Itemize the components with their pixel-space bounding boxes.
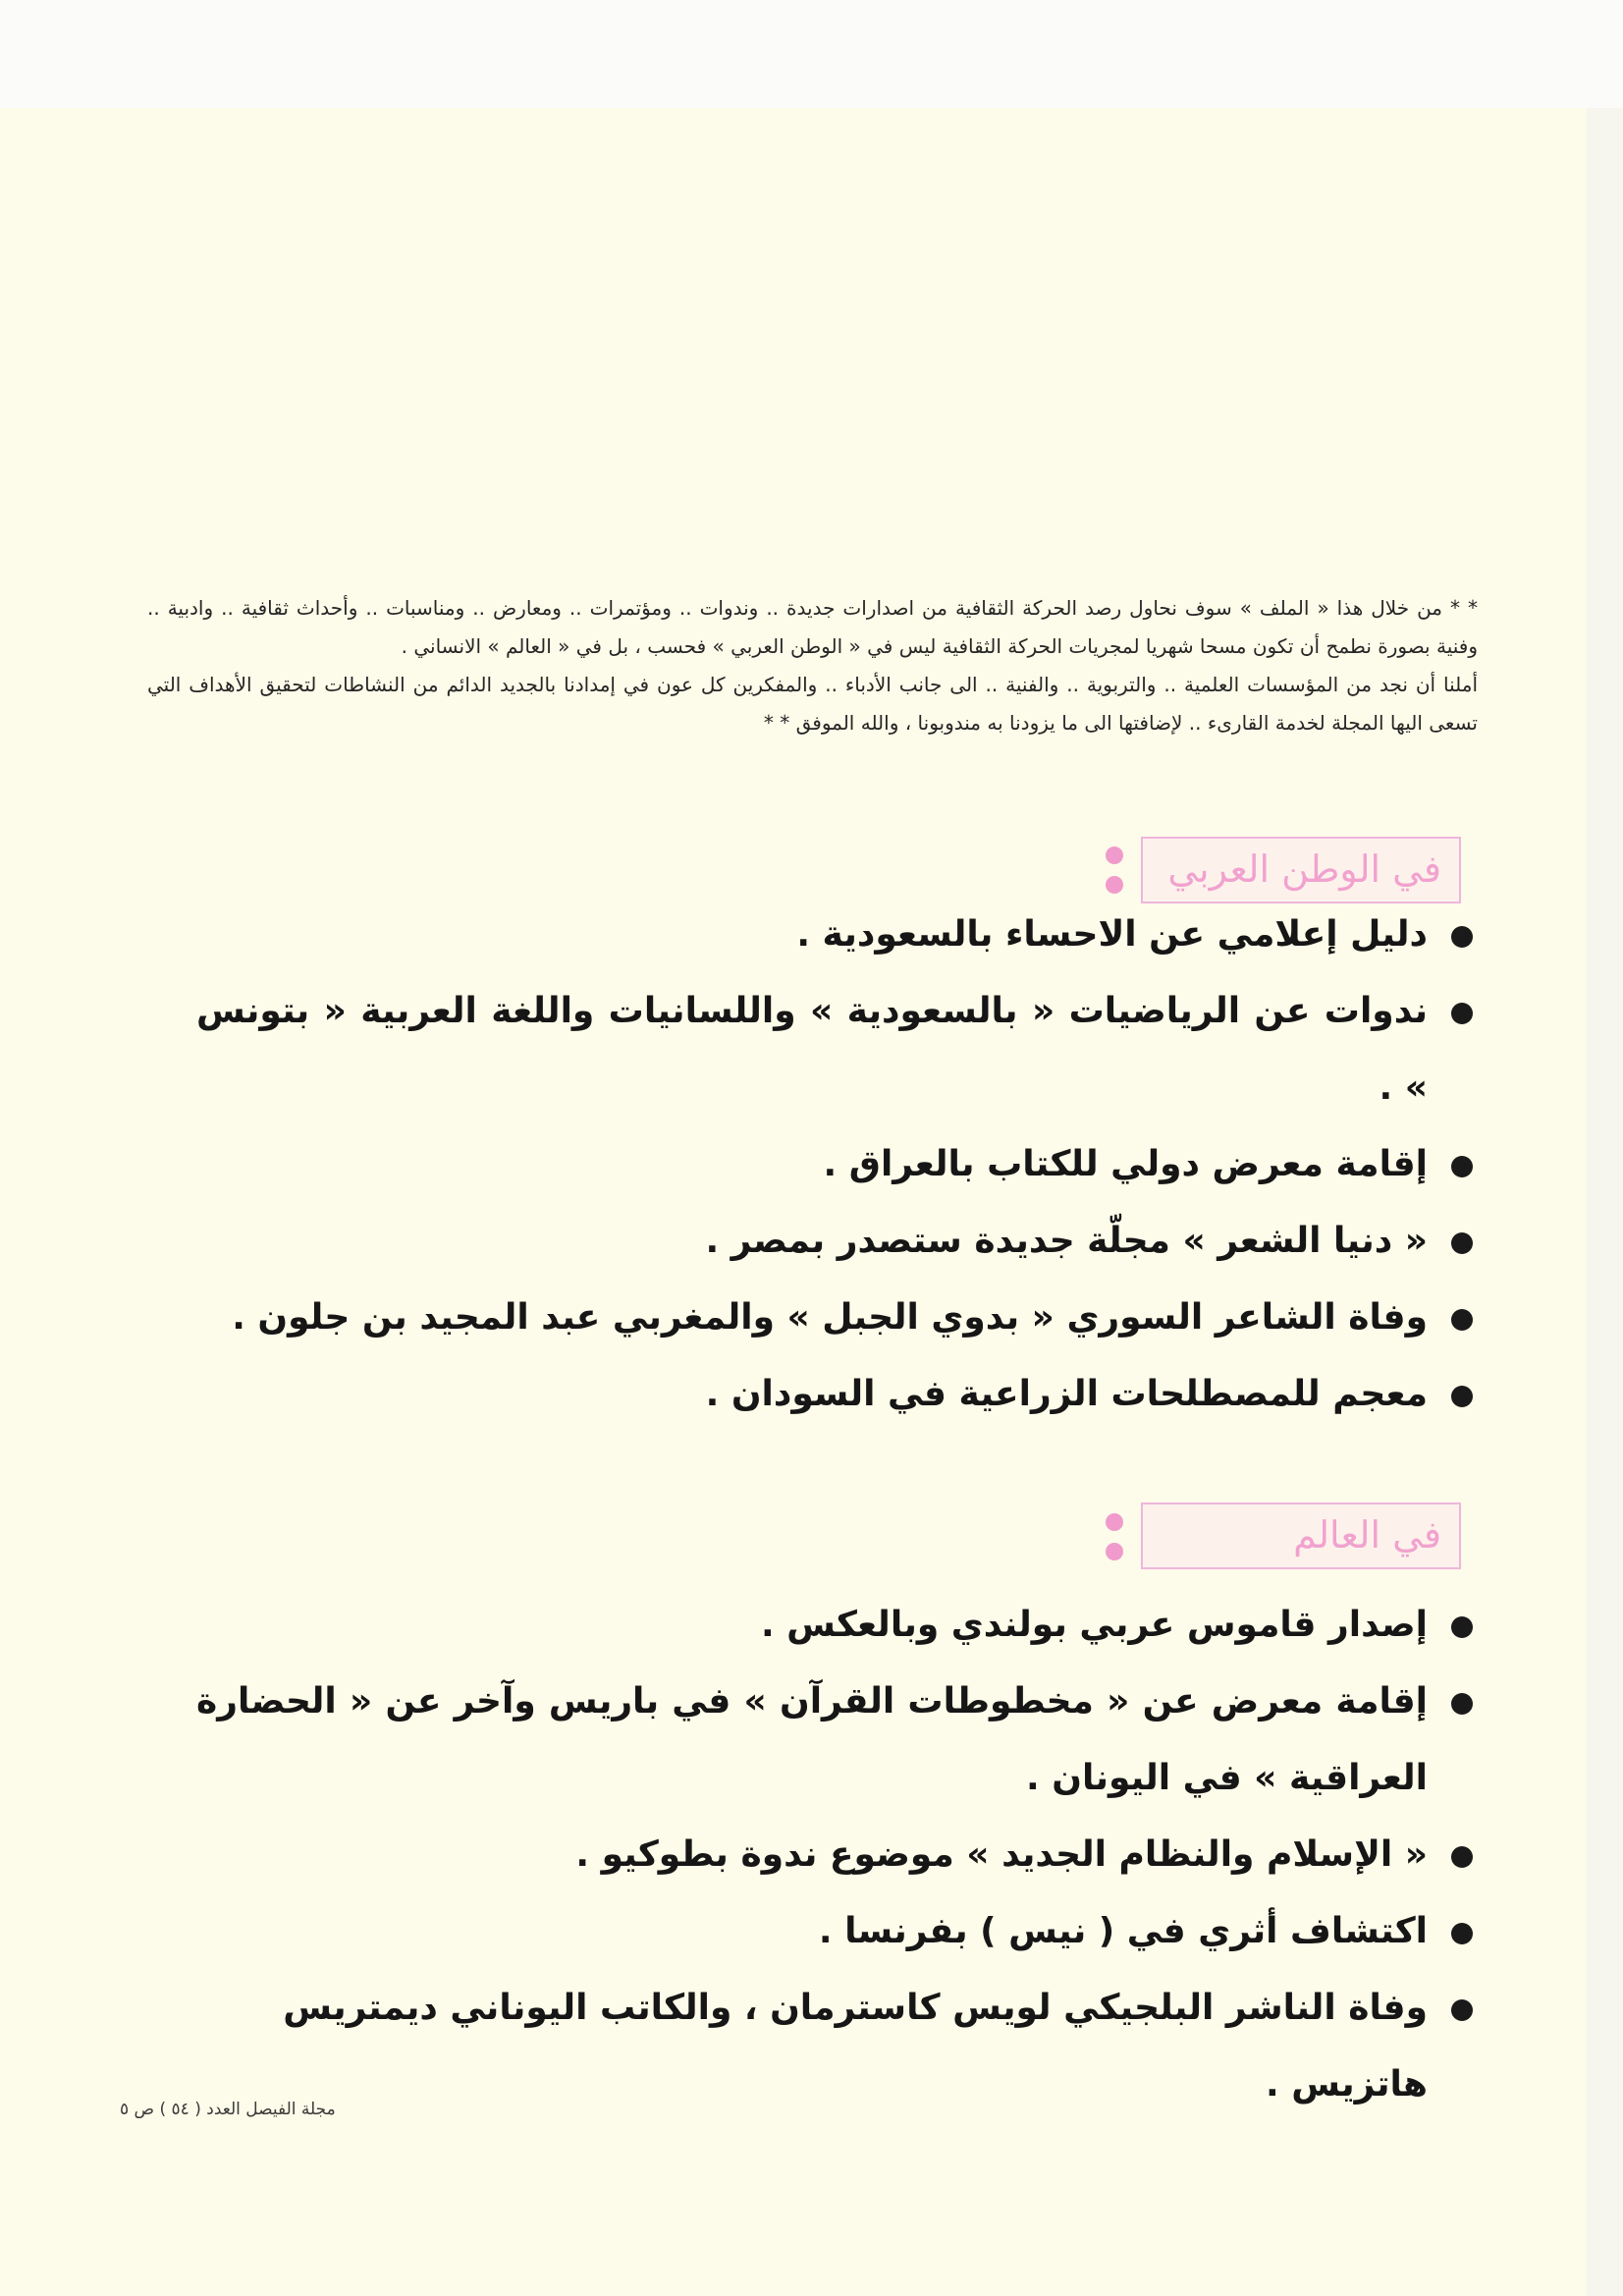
list-item-text: إقامة معرض عن « مخطوطات القرآن » في باريس وآخر عن « الحضارة العراقية » في اليونان . bbox=[196, 1681, 1428, 1798]
bullet-icon bbox=[1451, 1232, 1473, 1254]
list-item bbox=[196, 1126, 1473, 1203]
list-item bbox=[196, 1280, 1473, 1356]
section-heading-label: في الوطن العربي bbox=[1167, 847, 1441, 891]
bullet-icon bbox=[1451, 1693, 1473, 1715]
bullet-icon bbox=[1451, 926, 1473, 948]
bullet-icon bbox=[1451, 1386, 1473, 1407]
page-edge bbox=[1587, 108, 1623, 2296]
list-item-text: دليل إعلامي عن الاحساء بالسعودية . bbox=[796, 914, 1428, 955]
list-item-text: « دنيا الشعر » مجلّة جديدة ستصدر بمصر . bbox=[705, 1221, 1428, 1261]
pink-colon-icon bbox=[1104, 841, 1127, 903]
page-footer: مجلة الفيصل العدد ( ٥٤ ) ص ٥ bbox=[120, 2100, 336, 2119]
list-item bbox=[196, 1356, 1473, 1433]
list-item bbox=[196, 1893, 1473, 1970]
intro-text bbox=[147, 589, 1478, 742]
intro-paragraph-1: * * من خلال هذا « الملف » سوف نحاول رصد الحركة الثقافية من اصدارات جديدة .. وندوات .. ومؤتمرات .. ومعارض .. ومناسبات .. وأحداث ثقافية .. وادبية .. وفنية بصورة نطمح أن تكون مسحا شهريا لمجريات الحركة الثقافية ليس في « الوطن العربي » فحسب ، بل في « العالم » الانساني . bbox=[147, 596, 1478, 658]
list-item-text: معجم للمصطلحات الزراعية في السودان . bbox=[705, 1374, 1428, 1414]
section-heading-arab-world bbox=[1141, 837, 1461, 903]
list-item-text: إقامة معرض دولي للكتاب بالعراق . bbox=[823, 1144, 1428, 1184]
list-item-text: وفاة الشاعر السوري « بدوي الجبل » والمغربي عبد المجيد بن جلون . bbox=[232, 1297, 1428, 1338]
list-item-text: « الإسلام والنظام الجديد » موضوع ندوة بطوكيو . bbox=[575, 1834, 1428, 1875]
bullet-icon bbox=[1451, 1309, 1473, 1331]
bullet-icon bbox=[1451, 1616, 1473, 1638]
list-item bbox=[196, 1664, 1473, 1817]
bullet-icon bbox=[1451, 1846, 1473, 1868]
bullet-icon bbox=[1451, 1003, 1473, 1024]
intro-paragraph-2: أملنا أن نجد من المؤسسات العلمية .. والتربوية .. والفنية .. الى جانب الأدباء .. والمفكرين كل عون في إمدادنا بالجديد الدائم من النشاطات لتحقيق الأهداف التي تسعى اليها المجلة لخدمة القارىء .. لإضافتها الى ما يزودنا به مندوبونا ، والله الموفق * * bbox=[147, 673, 1478, 735]
scan-background bbox=[0, 0, 1623, 108]
list-item-text: إصدار قاموس عربي بولندي وبالعكس . bbox=[760, 1605, 1428, 1645]
list-item bbox=[196, 973, 1473, 1126]
bullet-icon bbox=[1451, 1999, 1473, 2021]
arab-world-list bbox=[196, 897, 1473, 1433]
world-list bbox=[196, 1587, 1473, 2123]
list-item bbox=[196, 1817, 1473, 1893]
bullet-icon bbox=[1451, 1923, 1473, 1944]
list-item bbox=[196, 1970, 1473, 2123]
list-item bbox=[196, 1203, 1473, 1280]
section-heading-world bbox=[1141, 1503, 1461, 1569]
list-item-text: اكتشاف أثري في ( نيس ) بفرنسا . bbox=[818, 1911, 1428, 1951]
list-item bbox=[196, 897, 1473, 973]
list-item-text: ندوات عن الرياضيات « بالسعودية » واللسانيات واللغة العربية « بتونس » . bbox=[196, 991, 1428, 1108]
pink-colon-icon bbox=[1104, 1507, 1127, 1570]
section-heading-label: في العالم bbox=[1293, 1513, 1441, 1557]
list-item-text: وفاة الناشر البلجيكي لويس كاسترمان ، والكاتب اليوناني ديمتريس هاتزيس . bbox=[283, 1988, 1428, 2105]
list-item bbox=[196, 1587, 1473, 1664]
bullet-icon bbox=[1451, 1156, 1473, 1177]
